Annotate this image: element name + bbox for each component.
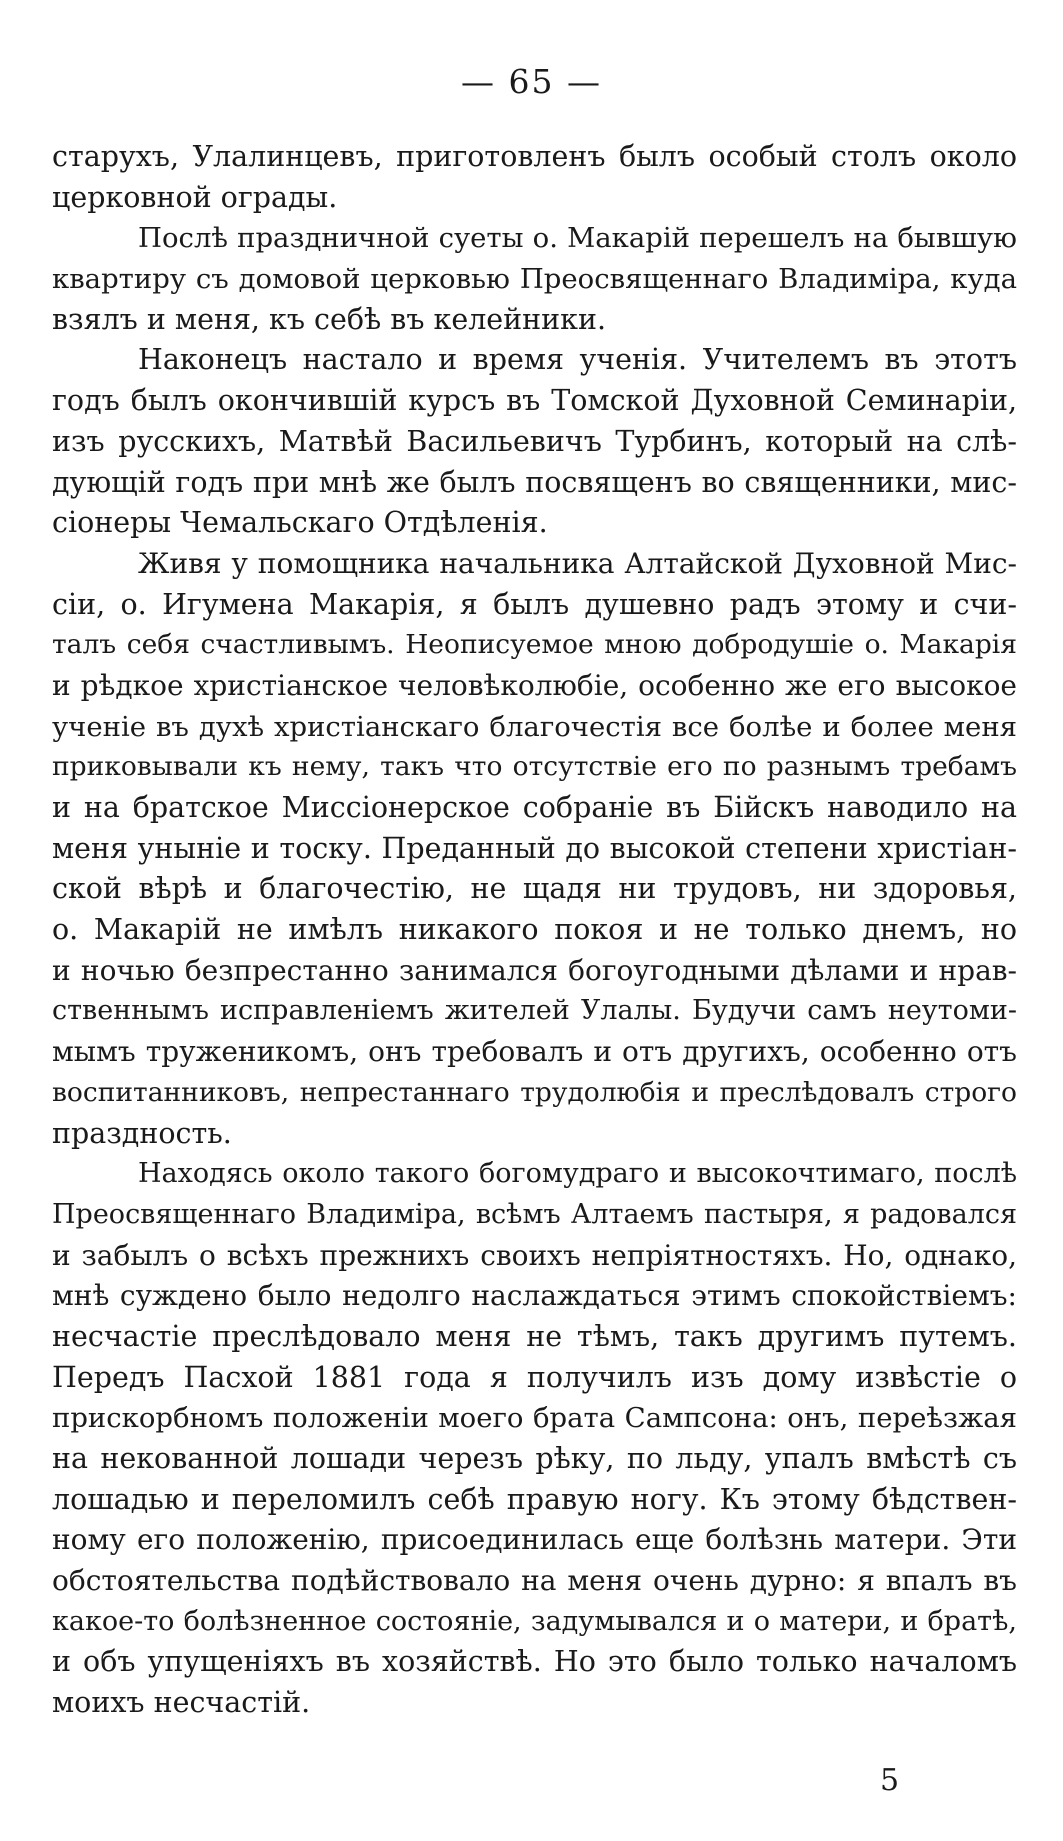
text-line: и забылъ о всѣхъ прежнихъ своихъ непріятностяхъ. Но, однако, [52,1238,1017,1272]
text-line: и ночью безпрестанно занимался богоугодными дѣлами и нрав- [52,953,1017,987]
text-line: о. Макарій не имѣлъ никакого покоя и не только днемъ, но [52,913,1017,947]
page-number-header: — 65 — [461,62,602,101]
text-line: квартиру съ домовой церковью Преосвященнаго Владиміра, куда [52,263,1017,296]
text-line: ственнымъ исправленіемъ жителей Улалы. Будучи самъ неутоми- [52,995,1017,1027]
text-line: приковывали къ нему, такъ что отсутствіе его по разнымъ требамъ [52,751,1017,783]
text-line: сіонеры Чемальскаго Отдѣленія. [52,506,548,540]
text-line: и на братское Миссіонерское собраніе въ Бійскъ наводило на [52,791,1017,824]
text-line: воспитанниковъ, непрестаннаго трудолюбія и преслѣдовалъ строго [52,1076,1017,1108]
body-text [52,137,1017,1724]
text-line: лошадью и переломилъ себѣ правую ногу. Къ этому бѣдствен- [52,1482,1017,1516]
text-line: старухъ, Улалинцевъ, приготовленъ былъ особый столъ около [52,140,1017,173]
text-line: дующій годъ при мнѣ же былъ посвященъ во священники, мис- [52,465,1017,499]
text-line: и объ упущеніяхъ въ хозяйствѣ. Но это было только началомъ [52,1645,1017,1679]
signature-mark: 5 [880,1763,900,1798]
text-line: обстоятельства подѣйствовало на меня очень дурно: я впалъ въ [52,1564,1017,1598]
text-line: несчастіе преслѣдовало меня не тѣмъ, такъ другимъ путемъ. [52,1319,1017,1353]
text-line: мымъ труженикомъ, онъ требовалъ и отъ другихъ, особенно отъ [52,1035,1017,1069]
text-line: меня уныніе и тоску. Преданный до высокой степени христіан- [52,831,1017,865]
text-line: Передъ Пасхой 1881 года я получилъ изъ дому извѣстіе о [52,1360,1017,1394]
text-line: какое-то болѣзненное состояніе, задумывался и о матери, и братѣ, [52,1605,1017,1637]
text-line: взялъ и меня, къ себѣ въ келейники. [52,302,607,336]
text-line: Наконецъ настало и время ученія. Учителемъ въ этотъ [138,343,1017,377]
text-line: Находясь около такого богомудраго и высокочтимаго, послѣ [138,1158,1017,1190]
text-line: сіи, о. Игумена Макарія, я былъ душевно радъ этому и счи- [52,587,1017,621]
text-line: изъ русскихъ, Матвѣй Васильевичъ Турбинъ, который на слѣ- [52,424,1017,458]
text-line: прискорбномъ положеніи моего брата Сампсона: онъ, переѣзжая [52,1402,1017,1435]
text-line: праздность. [52,1116,232,1150]
text-line: церковной ограды. [52,180,338,214]
text-line: мнѣ суждено было недолго наслаждаться этимъ спокойствіемъ: [52,1279,1017,1313]
text-line: Преосвященнаго Владиміра, всѣмъ Алтаемъ пастыря, я радовался [52,1198,1017,1230]
text-line: талъ себя счастливымъ. Неописуемое мною добродушіе о. Макарія [52,629,1017,661]
text-line: и рѣдкое христіанское человѣколюбіе, особенно же его высокое [52,668,1017,702]
text-line: на некованной лошади черезъ рѣку, по льду, упалъ вмѣстѣ съ [52,1442,1017,1475]
text-line: ученіе въ духѣ христіанскаго благочестія все болѣе и более меня [52,710,1017,743]
text-line: ному его положенію, присоединилась еще болѣзнь матери. Эти [52,1523,1017,1557]
text-line: Послѣ праздничной суеты о. Макарій перешелъ на бывшую [138,222,1017,255]
text-line: годъ былъ окончившій курсъ въ Томской Духовной Семинаріи, [52,384,1017,418]
text-line: ской вѣрѣ и благочестію, не щадя ни трудовъ, ни здоровья, [52,872,1017,906]
text-line: Живя у помощника начальника Алтайской Духовной Мис- [138,546,1017,580]
text-line: моихъ несчастій. [52,1686,311,1720]
